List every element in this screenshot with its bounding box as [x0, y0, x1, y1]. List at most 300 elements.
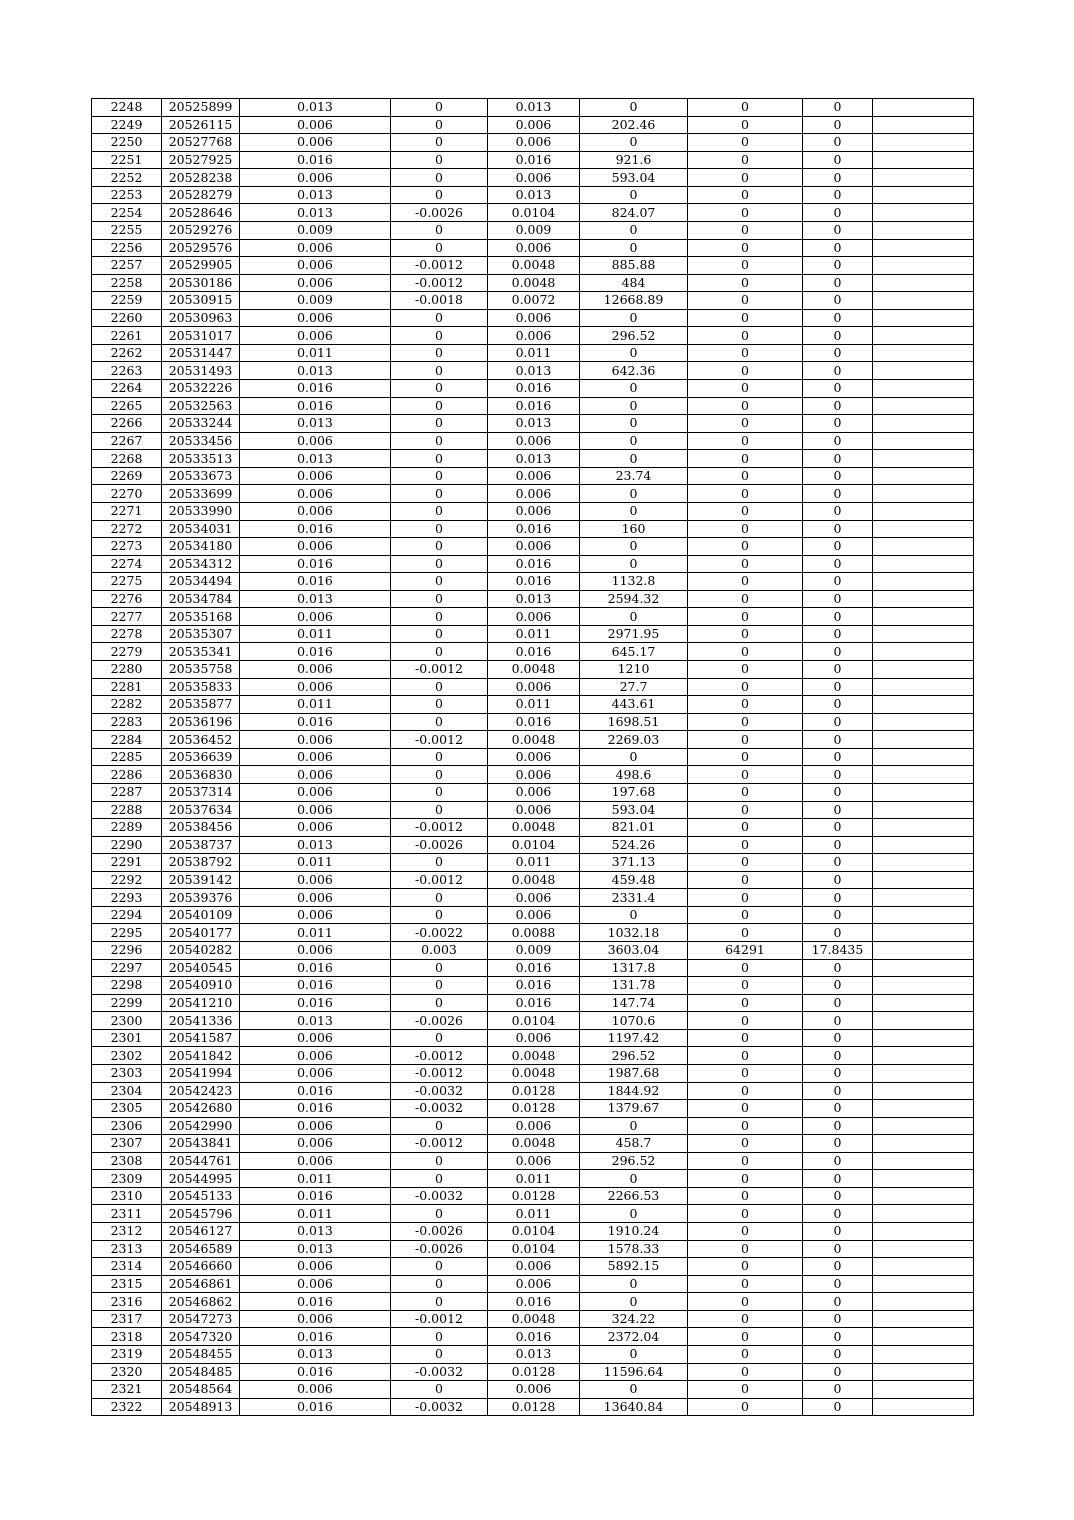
value-a-cell: 0.006 [240, 783, 391, 801]
id-cell: 20541842 [162, 1047, 240, 1065]
amount-cell: 3603.04 [580, 942, 688, 960]
value-b-cell: 0.006 [488, 608, 580, 626]
value-d-cell: 0 [803, 1047, 873, 1065]
value-c-cell: 0 [688, 520, 803, 538]
adjustment-cell: -0.0012 [391, 274, 488, 292]
id-cell: 20535758 [162, 661, 240, 679]
value-d-cell: 0 [803, 1240, 873, 1258]
blank-cell [873, 151, 974, 169]
id-cell: 20532563 [162, 397, 240, 415]
row-index-cell: 2301 [92, 1029, 162, 1047]
value-a-cell: 0.011 [240, 696, 391, 714]
table-row [92, 467, 974, 485]
table-row [92, 415, 974, 433]
table-row [92, 99, 974, 117]
id-cell: 20538792 [162, 854, 240, 872]
amount-cell: 0 [580, 450, 688, 468]
value-a-cell: 0.016 [240, 1187, 391, 1205]
value-c-cell: 0 [688, 415, 803, 433]
row-index-cell: 2278 [92, 625, 162, 643]
id-cell: 20541210 [162, 994, 240, 1012]
table-row [92, 169, 974, 187]
value-c-cell: 0 [688, 1100, 803, 1118]
value-d-cell: 0 [803, 1223, 873, 1241]
blank-cell [873, 731, 974, 749]
value-d-cell: 0 [803, 959, 873, 977]
blank-cell [873, 1223, 974, 1241]
amount-cell: 0 [580, 555, 688, 573]
value-a-cell: 0.013 [240, 1345, 391, 1363]
value-d-cell: 0 [803, 344, 873, 362]
blank-cell [873, 696, 974, 714]
blank-cell [873, 1381, 974, 1399]
amount-cell: 1317.8 [580, 959, 688, 977]
amount-cell: 484 [580, 274, 688, 292]
row-index-cell: 2271 [92, 502, 162, 520]
value-c-cell: 0 [688, 327, 803, 345]
id-cell: 20541994 [162, 1064, 240, 1082]
amount-cell: 0 [580, 239, 688, 257]
row-index-cell: 2294 [92, 906, 162, 924]
value-c-cell: 0 [688, 713, 803, 731]
value-d-cell: 0 [803, 625, 873, 643]
table-row [92, 748, 974, 766]
value-d-cell: 0 [803, 309, 873, 327]
value-c-cell: 0 [688, 1064, 803, 1082]
adjustment-cell: 0 [391, 1205, 488, 1223]
adjustment-cell: -0.0026 [391, 1012, 488, 1030]
amount-cell: 202.46 [580, 116, 688, 134]
id-cell: 20529905 [162, 257, 240, 275]
value-a-cell: 0.006 [240, 1258, 391, 1276]
value-c-cell: 0 [688, 292, 803, 310]
amount-cell: 593.04 [580, 169, 688, 187]
adjustment-cell: -0.0012 [391, 257, 488, 275]
value-a-cell: 0.006 [240, 1152, 391, 1170]
table-row [92, 713, 974, 731]
id-cell: 20547273 [162, 1310, 240, 1328]
value-b-cell: 0.006 [488, 309, 580, 327]
adjustment-cell: 0 [391, 1258, 488, 1276]
table-row [92, 327, 974, 345]
value-c-cell: 0 [688, 854, 803, 872]
adjustment-cell: 0 [391, 854, 488, 872]
value-c-cell: 0 [688, 819, 803, 837]
adjustment-cell: 0 [391, 1381, 488, 1399]
amount-cell: 27.7 [580, 678, 688, 696]
value-d-cell: 0 [803, 1345, 873, 1363]
value-b-cell: 0.0104 [488, 836, 580, 854]
amount-cell: 1070.6 [580, 1012, 688, 1030]
table-row [92, 696, 974, 714]
amount-cell: 0 [580, 538, 688, 556]
adjustment-cell: -0.0012 [391, 1310, 488, 1328]
row-index-cell: 2250 [92, 134, 162, 152]
amount-cell: 0 [580, 432, 688, 450]
value-d-cell: 0 [803, 186, 873, 204]
blank-cell [873, 1398, 974, 1416]
value-b-cell: 0.0104 [488, 1223, 580, 1241]
blank-cell [873, 344, 974, 362]
value-a-cell: 0.016 [240, 1363, 391, 1381]
value-a-cell: 0.006 [240, 661, 391, 679]
row-index-cell: 2311 [92, 1205, 162, 1223]
id-cell: 20536830 [162, 766, 240, 784]
blank-cell [873, 801, 974, 819]
value-a-cell: 0.006 [240, 169, 391, 187]
value-a-cell: 0.016 [240, 977, 391, 995]
value-d-cell: 0 [803, 538, 873, 556]
value-c-cell: 0 [688, 485, 803, 503]
row-index-cell: 2321 [92, 1381, 162, 1399]
blank-cell [873, 555, 974, 573]
value-a-cell: 0.006 [240, 801, 391, 819]
blank-cell [873, 450, 974, 468]
blank-cell [873, 204, 974, 222]
id-cell: 20537634 [162, 801, 240, 819]
blank-cell [873, 1328, 974, 1346]
row-index-cell: 2285 [92, 748, 162, 766]
adjustment-cell: 0 [391, 801, 488, 819]
id-cell: 20540910 [162, 977, 240, 995]
id-cell: 20528238 [162, 169, 240, 187]
value-c-cell: 0 [688, 116, 803, 134]
value-c-cell: 0 [688, 959, 803, 977]
amount-cell: 0 [580, 415, 688, 433]
value-a-cell: 0.013 [240, 362, 391, 380]
value-d-cell: 0 [803, 432, 873, 450]
value-a-cell: 0.006 [240, 678, 391, 696]
table-row [92, 538, 974, 556]
value-d-cell: 0 [803, 994, 873, 1012]
value-b-cell: 0.0048 [488, 661, 580, 679]
id-cell: 20535307 [162, 625, 240, 643]
value-d-cell: 0 [803, 801, 873, 819]
value-a-cell: 0.006 [240, 1275, 391, 1293]
row-index-cell: 2283 [92, 713, 162, 731]
adjustment-cell: 0 [391, 151, 488, 169]
table-row [92, 731, 974, 749]
row-index-cell: 2255 [92, 221, 162, 239]
id-cell: 20534180 [162, 538, 240, 556]
value-a-cell: 0.006 [240, 538, 391, 556]
value-b-cell: 0.006 [488, 239, 580, 257]
table-row [92, 871, 974, 889]
id-cell: 20536452 [162, 731, 240, 749]
adjustment-cell: 0 [391, 432, 488, 450]
amount-cell: 0 [580, 485, 688, 503]
value-c-cell: 0 [688, 836, 803, 854]
table-row [92, 432, 974, 450]
blank-cell [873, 608, 974, 626]
id-cell: 20541336 [162, 1012, 240, 1030]
value-b-cell: 0.006 [488, 889, 580, 907]
value-c-cell: 0 [688, 1082, 803, 1100]
row-index-cell: 2295 [92, 924, 162, 942]
id-cell: 20538737 [162, 836, 240, 854]
value-c-cell: 0 [688, 134, 803, 152]
amount-cell: 593.04 [580, 801, 688, 819]
adjustment-cell: 0 [391, 467, 488, 485]
value-b-cell: 0.016 [488, 713, 580, 731]
amount-cell: 1578.33 [580, 1240, 688, 1258]
value-c-cell: 0 [688, 1012, 803, 1030]
value-d-cell: 0 [803, 731, 873, 749]
row-index-cell: 2282 [92, 696, 162, 714]
row-index-cell: 2275 [92, 573, 162, 591]
amount-cell: 160 [580, 520, 688, 538]
blank-cell [873, 502, 974, 520]
blank-cell [873, 1047, 974, 1065]
value-c-cell: 0 [688, 309, 803, 327]
value-d-cell: 0 [803, 1381, 873, 1399]
id-cell: 20542990 [162, 1117, 240, 1135]
value-a-cell: 0.016 [240, 1328, 391, 1346]
value-c-cell: 0 [688, 204, 803, 222]
row-index-cell: 2251 [92, 151, 162, 169]
value-d-cell: 0 [803, 257, 873, 275]
value-b-cell: 0.011 [488, 1170, 580, 1188]
value-d-cell: 0 [803, 1310, 873, 1328]
blank-cell [873, 713, 974, 731]
value-b-cell: 0.006 [488, 1258, 580, 1276]
table-row [92, 1029, 974, 1047]
value-a-cell: 0.011 [240, 344, 391, 362]
value-b-cell: 0.0048 [488, 1135, 580, 1153]
adjustment-cell: -0.0012 [391, 731, 488, 749]
value-b-cell: 0.016 [488, 555, 580, 573]
id-cell: 20546589 [162, 1240, 240, 1258]
row-index-cell: 2307 [92, 1135, 162, 1153]
value-a-cell: 0.013 [240, 836, 391, 854]
id-cell: 20536196 [162, 713, 240, 731]
value-c-cell: 0 [688, 783, 803, 801]
value-d-cell: 0 [803, 1275, 873, 1293]
blank-cell [873, 994, 974, 1012]
row-index-cell: 2292 [92, 871, 162, 889]
blank-cell [873, 116, 974, 134]
value-a-cell: 0.016 [240, 151, 391, 169]
value-d-cell: 0 [803, 1064, 873, 1082]
amount-cell: 0 [580, 134, 688, 152]
adjustment-cell: 0 [391, 327, 488, 345]
adjustment-cell: 0 [391, 1275, 488, 1293]
value-d-cell: 0 [803, 608, 873, 626]
value-a-cell: 0.009 [240, 292, 391, 310]
value-b-cell: 0.0048 [488, 257, 580, 275]
value-c-cell: 0 [688, 450, 803, 468]
blank-cell [873, 362, 974, 380]
id-cell: 20534494 [162, 573, 240, 591]
row-index-cell: 2266 [92, 415, 162, 433]
table-row [92, 257, 974, 275]
value-a-cell: 0.011 [240, 924, 391, 942]
adjustment-cell: 0 [391, 590, 488, 608]
amount-cell: 498.6 [580, 766, 688, 784]
value-c-cell: 0 [688, 643, 803, 661]
value-d-cell: 0 [803, 1170, 873, 1188]
id-cell: 20542680 [162, 1100, 240, 1118]
value-a-cell: 0.013 [240, 450, 391, 468]
value-c-cell: 0 [688, 924, 803, 942]
adjustment-cell: -0.0012 [391, 871, 488, 889]
amount-cell: 0 [580, 1345, 688, 1363]
row-index-cell: 2284 [92, 731, 162, 749]
table-row [92, 1205, 974, 1223]
value-b-cell: 0.006 [488, 1275, 580, 1293]
table-row [92, 555, 974, 573]
table-row [92, 502, 974, 520]
blank-cell [873, 467, 974, 485]
adjustment-cell: 0 [391, 520, 488, 538]
id-cell: 20529276 [162, 221, 240, 239]
blank-cell [873, 573, 974, 591]
amount-cell: 0 [580, 1170, 688, 1188]
id-cell: 20527768 [162, 134, 240, 152]
adjustment-cell: 0 [391, 415, 488, 433]
value-a-cell: 0.006 [240, 1117, 391, 1135]
table-row [92, 1363, 974, 1381]
table-row [92, 1310, 974, 1328]
value-c-cell: 0 [688, 432, 803, 450]
value-a-cell: 0.006 [240, 467, 391, 485]
row-index-cell: 2252 [92, 169, 162, 187]
value-a-cell: 0.013 [240, 1223, 391, 1241]
blank-cell [873, 678, 974, 696]
adjustment-cell: 0 [391, 1170, 488, 1188]
value-b-cell: 0.0128 [488, 1398, 580, 1416]
table-row [92, 1381, 974, 1399]
blank-cell [873, 239, 974, 257]
value-a-cell: 0.011 [240, 625, 391, 643]
value-b-cell: 0.006 [488, 1117, 580, 1135]
table-row [92, 134, 974, 152]
value-a-cell: 0.006 [240, 819, 391, 837]
adjustment-cell: 0 [391, 959, 488, 977]
blank-cell [873, 1029, 974, 1047]
table-row [92, 1117, 974, 1135]
row-index-cell: 2320 [92, 1363, 162, 1381]
row-index-cell: 2305 [92, 1100, 162, 1118]
value-a-cell: 0.006 [240, 889, 391, 907]
id-cell: 20548455 [162, 1345, 240, 1363]
table-row [92, 221, 974, 239]
value-d-cell: 0 [803, 520, 873, 538]
value-c-cell: 0 [688, 1293, 803, 1311]
adjustment-cell: 0 [391, 538, 488, 556]
value-c-cell: 0 [688, 1047, 803, 1065]
row-index-cell: 2279 [92, 643, 162, 661]
value-c-cell: 0 [688, 1258, 803, 1276]
id-cell: 20532226 [162, 380, 240, 398]
table-row [92, 1187, 974, 1205]
table-row [92, 678, 974, 696]
value-b-cell: 0.011 [488, 854, 580, 872]
adjustment-cell: 0 [391, 783, 488, 801]
row-index-cell: 2308 [92, 1152, 162, 1170]
id-cell: 20544761 [162, 1152, 240, 1170]
table-row [92, 889, 974, 907]
value-a-cell: 0.016 [240, 994, 391, 1012]
value-d-cell: 0 [803, 1205, 873, 1223]
value-b-cell: 0.0048 [488, 274, 580, 292]
table-row [92, 573, 974, 591]
adjustment-cell: 0 [391, 169, 488, 187]
value-b-cell: 0.0104 [488, 1012, 580, 1030]
blank-cell [873, 380, 974, 398]
value-b-cell: 0.006 [488, 678, 580, 696]
amount-cell: 1132.8 [580, 573, 688, 591]
amount-cell: 1032.18 [580, 924, 688, 942]
value-d-cell: 0 [803, 1082, 873, 1100]
adjustment-cell: -0.0012 [391, 819, 488, 837]
adjustment-cell: -0.0012 [391, 1064, 488, 1082]
value-b-cell: 0.013 [488, 415, 580, 433]
row-index-cell: 2265 [92, 397, 162, 415]
value-c-cell: 0 [688, 555, 803, 573]
adjustment-cell: 0 [391, 977, 488, 995]
value-d-cell: 0 [803, 977, 873, 995]
row-index-cell: 2306 [92, 1117, 162, 1135]
id-cell: 20539376 [162, 889, 240, 907]
id-cell: 20543841 [162, 1135, 240, 1153]
value-c-cell: 0 [688, 977, 803, 995]
value-b-cell: 0.006 [488, 485, 580, 503]
value-b-cell: 0.016 [488, 959, 580, 977]
adjustment-cell: -0.0032 [391, 1082, 488, 1100]
table-row [92, 977, 974, 995]
id-cell: 20540545 [162, 959, 240, 977]
value-a-cell: 0.006 [240, 748, 391, 766]
value-a-cell: 0.006 [240, 502, 391, 520]
amount-cell: 443.61 [580, 696, 688, 714]
row-index-cell: 2299 [92, 994, 162, 1012]
value-c-cell: 0 [688, 661, 803, 679]
value-d-cell: 0 [803, 485, 873, 503]
amount-cell: 524.26 [580, 836, 688, 854]
value-a-cell: 0.006 [240, 327, 391, 345]
value-a-cell: 0.006 [240, 274, 391, 292]
amount-cell: 885.88 [580, 257, 688, 275]
value-c-cell: 0 [688, 99, 803, 117]
value-b-cell: 0.0072 [488, 292, 580, 310]
adjustment-cell: -0.0012 [391, 661, 488, 679]
value-d-cell: 0 [803, 1117, 873, 1135]
value-b-cell: 0.011 [488, 344, 580, 362]
row-index-cell: 2267 [92, 432, 162, 450]
adjustment-cell: 0 [391, 116, 488, 134]
amount-cell: 2266.53 [580, 1187, 688, 1205]
table-row [92, 116, 974, 134]
id-cell: 20541587 [162, 1029, 240, 1047]
value-a-cell: 0.006 [240, 766, 391, 784]
amount-cell: 1379.67 [580, 1100, 688, 1118]
table-row [92, 590, 974, 608]
value-c-cell: 0 [688, 1223, 803, 1241]
value-d-cell: 0 [803, 783, 873, 801]
adjustment-cell: 0 [391, 380, 488, 398]
row-index-cell: 2318 [92, 1328, 162, 1346]
id-cell: 20546861 [162, 1275, 240, 1293]
adjustment-cell: 0 [391, 748, 488, 766]
value-b-cell: 0.006 [488, 502, 580, 520]
value-a-cell: 0.006 [240, 906, 391, 924]
blank-cell [873, 590, 974, 608]
value-c-cell: 0 [688, 344, 803, 362]
value-b-cell: 0.0048 [488, 1064, 580, 1082]
value-d-cell: 0 [803, 819, 873, 837]
amount-cell: 197.68 [580, 783, 688, 801]
